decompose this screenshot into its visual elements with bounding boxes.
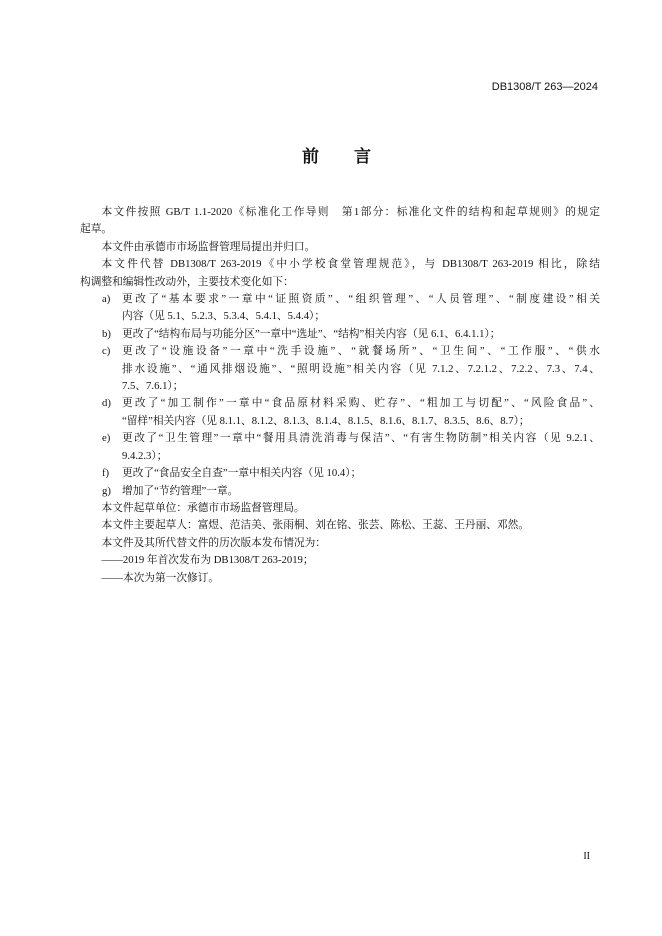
list-item-line: 更改了“卫生管理”一章中“餐用具清洗消毒与保洁”、“有害生物防制”相关内容（见 9.2.1、 — [122, 432, 600, 445]
technical-changes-list — [80, 291, 600, 500]
version-history-list — [80, 552, 600, 587]
list-item-line: 更改了“加工制作”一章中“食品原材料采购、贮存”、“粗加工与切配”、“风险食品”、 — [122, 397, 600, 410]
preface-paragraph-replacement — [80, 256, 600, 291]
list-item-b — [80, 326, 600, 343]
paragraph-line: 起草。 — [80, 223, 113, 236]
list-item-line: 7.5、7.6.1）； — [122, 380, 184, 393]
drafters-paragraph — [80, 517, 600, 534]
paragraph-line: 本文件按照 GB/T 1.1-2020《标准化工作导则 第1部分：标准化文件的结构和起草规则》的规定 — [101, 206, 600, 218]
list-item-e — [80, 430, 600, 465]
list-marker: g) — [102, 484, 111, 497]
paragraph-line: 本文件及其所代替文件的历次版本发布情况为： — [101, 536, 326, 549]
version-history-intro — [80, 535, 600, 552]
history-entry: ——2019 年首次发布为 DB1308/T 263-2019； — [101, 554, 314, 567]
preface-body — [80, 204, 600, 587]
paragraph-line: 本文件起草单位：承德市市场监督管理局。 — [101, 501, 305, 514]
list-item-line: 内容（见 5.1、5.2.3、5.3.4、5.4.1、5.4.4）； — [122, 310, 326, 323]
list-item-line: 排水设施”、“通风排烟设施”、“照明设施”相关内容（见 7.1.2、7.2.1.2、7.2.2、7.3、7.4、 — [122, 362, 600, 375]
paragraph-line: 本文件主要起草人：富煜、范洁美、张雨桐、刘在铭、张芸、陈松、王蕊、王丹丽、邓然。 — [101, 519, 530, 532]
paragraph-line: 构调整和编辑性改动外，主要技术变化如下： — [80, 275, 294, 288]
paragraph-line: 本文件由承德市市场监督管理局提出并归口。 — [101, 240, 316, 253]
preface-paragraph-proposer — [80, 239, 600, 256]
list-item-line: 增加了“节约管理”一章。 — [122, 484, 239, 497]
list-item-line: “留样”相关内容（见 8.1.1、8.1.2、8.1.3、8.1.4、8.1.5、8.1.6、8.1.7、8.3.5、8.6、8.7）； — [122, 414, 530, 427]
preface-paragraph-basis — [80, 204, 600, 239]
list-marker: d) — [102, 397, 111, 410]
footer-page-number: II — [583, 851, 590, 862]
list-item-f — [80, 465, 600, 482]
list-item-line: 9.4.2.3）； — [122, 449, 168, 462]
list-item-g — [80, 483, 600, 500]
list-marker: c) — [102, 345, 111, 358]
history-entry: ——本次为第一次修订。 — [101, 571, 220, 584]
list-marker: e) — [102, 432, 111, 445]
list-marker: a) — [102, 293, 111, 306]
list-item-d — [80, 395, 600, 430]
list-item-a — [80, 291, 600, 326]
list-marker: b) — [102, 327, 111, 340]
document-number-header: DB1308/T 263—2024 — [491, 81, 598, 93]
list-item-line: 更改了“食品安全自查”一章中相关内容（见 10.4）； — [122, 467, 362, 480]
list-item-c — [80, 343, 600, 395]
list-item-line: 更改了“设施设备”一章中“洗手设施”、“就餐场所”、“卫生间”、“工作服”、“供水 — [122, 345, 600, 358]
list-marker: f) — [102, 467, 110, 480]
drafting-unit-paragraph — [80, 500, 600, 517]
paragraph-line: 本文件代替 DB1308/T 263-2019《中小学校食堂管理规范》，与 DB1308/T 263-2019 相比，除结 — [101, 258, 600, 271]
list-item-line: 更改了“结构布局与功能分区”一章中“选址”、“结构”相关内容（见 6.1、6.4.1.1）； — [122, 327, 501, 340]
page-title: 前 言 — [302, 147, 380, 167]
list-item-line: 更改了“基本要求”一章中“证照资质”、“组织管理”、“人员管理”、“制度建设”相关 — [122, 293, 600, 306]
